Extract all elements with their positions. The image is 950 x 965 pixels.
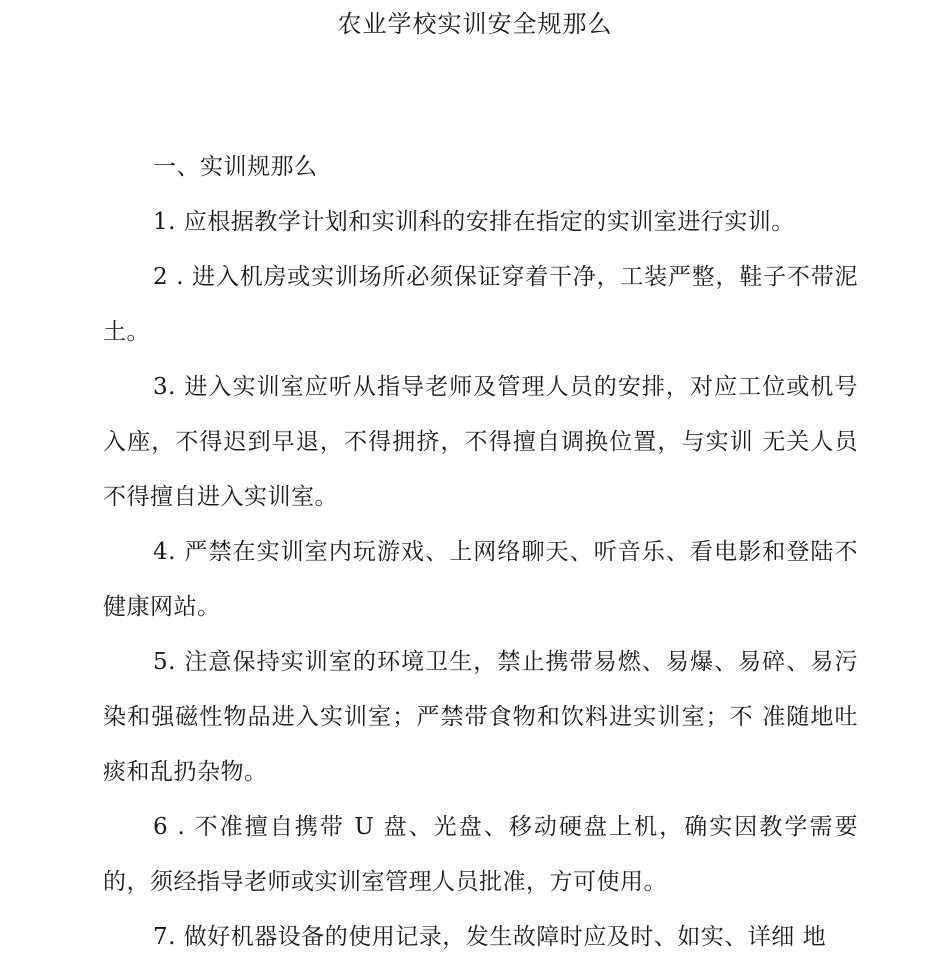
document-body <box>103 140 858 965</box>
rule-paragraph: 1. 应根据教学计划和实训科的安排在指定的实训室进行实训。 <box>153 209 795 235</box>
rule-paragraph: 5. 注意保持实训室的环境卫生，禁止携带易燃、易爆、易碎、易污染和强磁性物品进入实训室；严禁带食物和饮料进实训室；不 准随地吐痰和乱扔杂物。 <box>103 649 858 785</box>
rule-paragraph: 2 . 进入机房或实训场所必须保证穿着干净，工装严整，鞋子不带泥土。 <box>103 264 858 345</box>
document-title: 农业学校实训安全规那么 <box>337 10 613 38</box>
rule-paragraph: 6 . 不准擅自携带 U 盘、光盘、移动硬盘上机，确实因教学需要的，须经指导老师或实训室管理人员批准，方可使用。 <box>103 814 858 895</box>
section-heading: 一、实训规那么 <box>153 154 318 180</box>
rule-paragraph: 3. 进入实训室应听从指导老师及管理人员的安排，对应工位或机号入座，不得迟到早退，不得拥挤，不得擅自调换位置，与实训 无关人员不得擅自进入实训室。 <box>103 374 858 510</box>
rule-paragraph: 7. 做好机器设备的使用记录，发生故障时应及时、如实、详细 地 <box>153 924 827 950</box>
rule-paragraph: 4. 严禁在实训室内玩游戏、上网络聊天、听音乐、看电影和登陆不健康网站。 <box>103 539 858 620</box>
